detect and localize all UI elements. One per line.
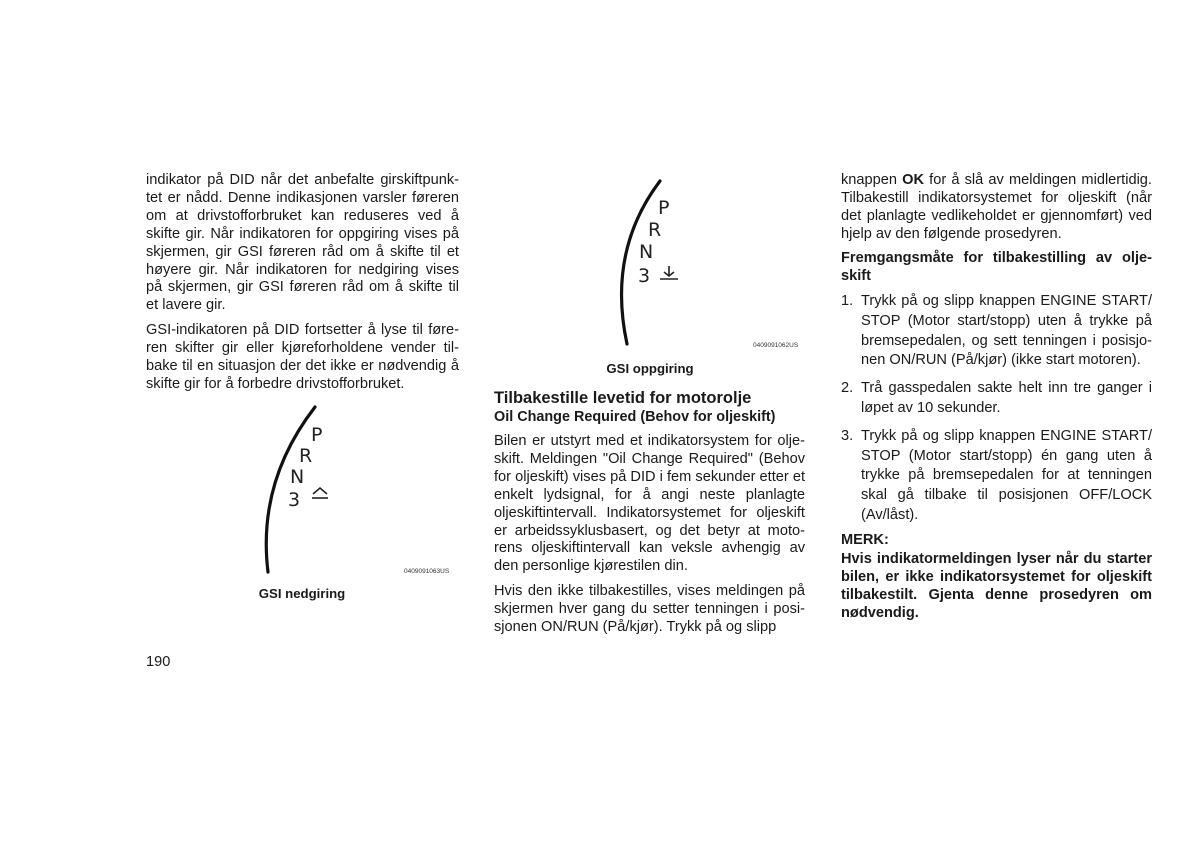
reset-paragraph: Hvis den ikke tilbakestilles, vises meldingen på skjermen hver gang du setter tenningen i posi-sjonen ON/RUN (På/kjør). Trykk på og slipp <box>494 583 805 635</box>
figure-code: 0409091062US <box>753 342 799 349</box>
step-number: 3. <box>841 427 854 444</box>
gear-p-label: P <box>311 424 323 446</box>
gsi-downshift-figure <box>255 402 460 580</box>
gear-n-label: N <box>290 466 305 488</box>
step-text: Trykk på og slipp knappen ENGINE START/ STOP (Motor start/stopp) én gang uten å trykke på bremsepedalen for at tenningen skal gå tilbake til posisjonen OFF/LOCK (Av/låst). <box>861 427 1152 523</box>
ok-pre-text: knappen <box>841 172 903 188</box>
ok-button-paragraph <box>841 172 1152 244</box>
gear-r-label: R <box>648 219 662 241</box>
step-number: 2. <box>841 380 854 397</box>
ok-post-text: for å slå av meldingen midlertidig. Tilbakestill indikatorsystemet for oljeskift (når det planlagte vedlikeholdet er gjennomført) ved hjelp av den følgende prosedyren. <box>841 172 1152 242</box>
ok-key-label: OK <box>902 172 925 188</box>
upshift-arrow-icon <box>660 266 678 279</box>
gear-3-label: 3 <box>288 489 301 511</box>
page-number: 190 <box>146 654 171 670</box>
note-text: Hvis indikatormeldingen lyser når du starter bilen, er ikke indikatorsystemet for oljeskift tilbakestilt. Gjenta denne prosedyren om nødvendig. <box>841 551 1152 621</box>
procedure-steps <box>841 292 1152 534</box>
procedure-step <box>841 292 1152 371</box>
step-text: Trå gasspedalen sakte helt inn tre ganger i løpet av 10 sekunder. <box>861 380 1152 416</box>
procedure-step <box>841 427 1152 526</box>
figure-code: 0409091063US <box>404 568 450 575</box>
section-heading: Tilbakestille levetid for motorolje <box>494 389 752 407</box>
note-label: MERK: <box>841 532 889 548</box>
gsi-upshift-figure <box>612 176 812 354</box>
oil-change-paragraph: Bilen er utstyrt med et indikatorsystem for olje-skift. Meldingen "Oil Change Required" (Behov for oljeskift) vises på DID i fem sekunder etter et enkelt lydsignal, for å angi neste planlagte oljeskiftintervall. Indikatorsystemet for oljeskift er arbeidssyklusbasert, og det betyr at moto-rens oljeskiftintervall kan veksle avhengig av den personlige kjørestilen din. <box>494 433 805 575</box>
intro-paragraph: indikator på DID når det anbefalte girskiftpunk-tet er nådd. Denne indikasjonen varsler føreren om at drivstofforbruket kan reduseres ved å skifte gir. Når indikatoren for oppgiring vises på skjermen, gir GSI føreren råd om å skifte til et høyere gir. Når indikatoren for nedgiring vises på skjermen, gir GSI føreren råd om å skifte til et lavere gir. <box>146 172 459 314</box>
gsi-paragraph: GSI-indikatoren på DID fortsetter å lyse til føre-ren skifter gir eller kjøreforholdene vender til-bake til en situasjon der det ikke er nødvendig å skifte gir for å forbedre drivstofforbruket. <box>146 322 459 392</box>
gear-r-label: R <box>299 445 313 467</box>
gear-3-label: 3 <box>638 265 651 287</box>
downshift-arrow-icon <box>312 488 328 498</box>
gear-indicator-downshift-illustration <box>255 402 460 580</box>
procedure-step <box>841 379 1152 419</box>
figure-caption-downshift: GSI nedgiring <box>258 586 346 601</box>
figure-caption-upshift: GSI oppgiring <box>606 361 694 376</box>
gear-indicator-upshift-illustration <box>612 176 812 354</box>
step-text: Trykk på og slipp knappen ENGINE START/ STOP (Motor start/stopp) uten å trykke på bremsepedalen, og sett tenningen i posisjo-nen ON/RUN (På/kjør) (ikke start motoren). <box>861 293 1152 369</box>
gear-n-label: N <box>639 241 654 263</box>
gear-p-label: P <box>658 197 670 219</box>
section-subheading: Oil Change Required (Behov for oljeskift) <box>494 409 776 425</box>
procedure-heading: Fremgangsmåte for tilbakestilling av olje-skift <box>841 250 1152 284</box>
step-number: 1. <box>841 293 854 309</box>
